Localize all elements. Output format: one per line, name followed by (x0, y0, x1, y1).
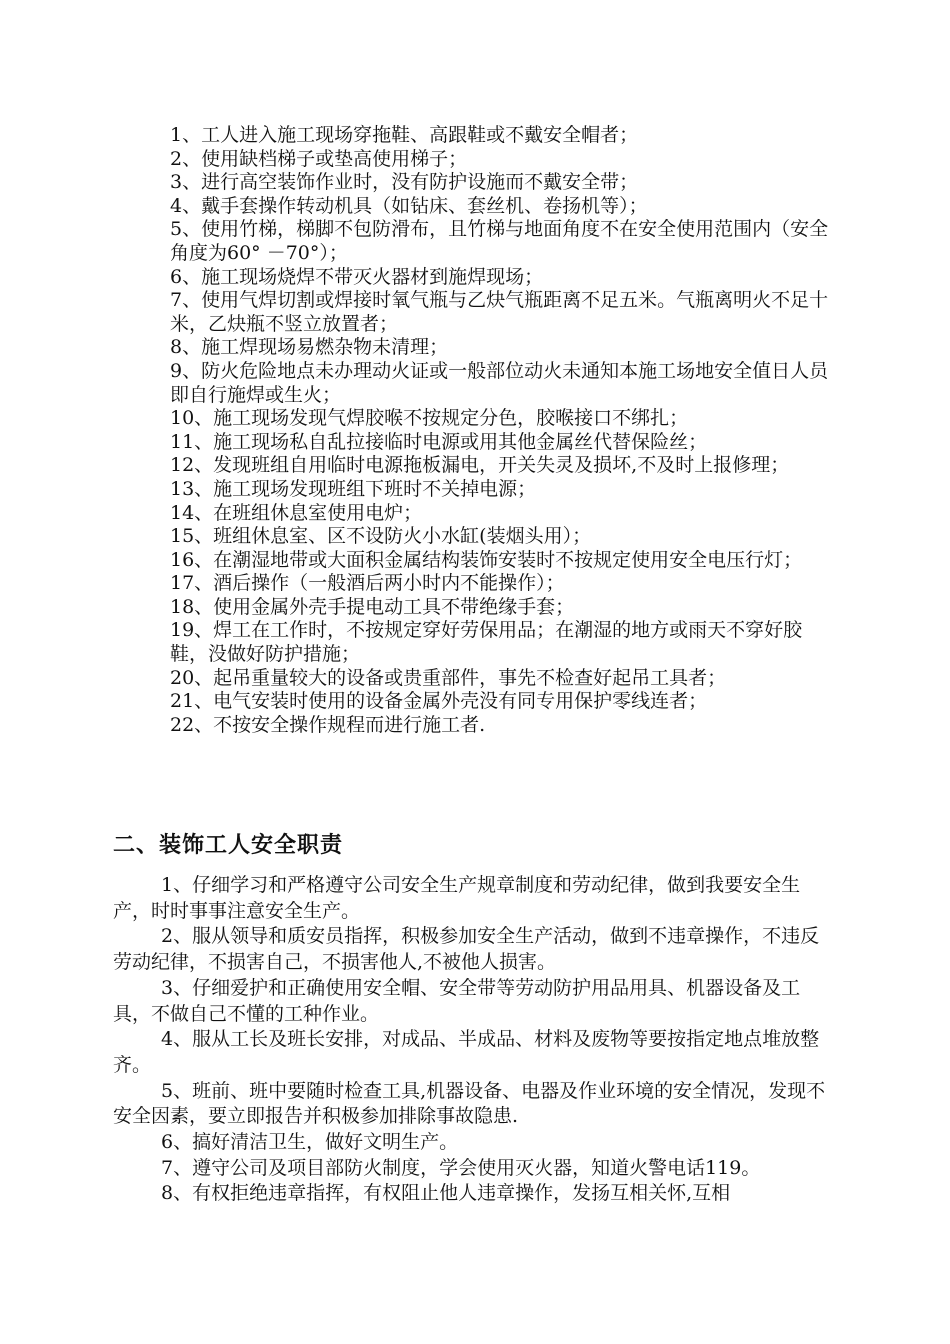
list-item: 13、施工现场发现班组下班时不关掉电源； (170, 477, 537, 500)
paragraph: 2、服从领导和质安员指挥，积极参加安全生产活动，做到不违章操作，不违反劳动纪律，不损害自己，不损害他人,不被他人损害。 (113, 925, 820, 974)
list-item: 14、在班组休息室使用电炉； (170, 501, 423, 524)
list-item: 10、施工现场发现气焊胶喉不按规定分色，胶喉接口不绑扎； (170, 407, 689, 430)
paragraph: 5、班前、班中要随时检查工具,机器设备、电器及作业环境的安全情况，发现不安全因素，要立即报告并积极参加排除事故隐患. (113, 1079, 826, 1128)
list-item: 9、防火危险地点未办理动火证或一般部位动火未通知本施工场地安全值日人员即自行施焊或生火； (170, 359, 829, 406)
list-item: 12、发现班组自用临时电源拖板漏电，开关失灵及损坏,不及时上报修理； (170, 454, 790, 477)
list-item: 5、使用竹梯，梯脚不包防滑布，且竹梯与地面角度不在安全使用范围内（安全角度为60° －70°）； (170, 218, 829, 264)
list-item: 6、施工现场烧焊不带灭火器材到施焊现场； (170, 265, 544, 288)
paragraph: 7、遵守公司及项目部防火制度，学会使用灭火器，知道火警电话119。 (161, 1156, 761, 1179)
list-item: 4、戴手套操作转动机具（如钻床、套丝机、卷扬机等）； (170, 194, 648, 217)
list-item: 18、使用金属外壳手提电动工具不带绝缘手套； (170, 595, 575, 618)
section-heading: 二、装饰工人安全职责 (113, 833, 344, 858)
list-item: 3、进行高空装饰作业时，没有防护设施而不戴安全带； (170, 171, 639, 194)
paragraph: 6、搞好清洁卫生，做好文明生产。 (161, 1131, 459, 1154)
paragraph: 4、服从工长及班长安排，对成品、半成品、材料及废物等要按指定地点堆放整齐。 (113, 1028, 820, 1076)
paragraph: 1、仔细学习和严格遵守公司安全生产规章制度和劳动纪律，做到我要安全生产，时时事事注意安全生产。 (113, 874, 801, 922)
list-item: 22、不按安全操作规程而进行施工者. (170, 713, 486, 736)
list-item: 7、使用气焊切割或焊接时氧气瓶与乙炔气瓶距离不足五米。气瓶离明火不足十米，乙炔瓶不竖立放置者； (170, 289, 829, 335)
list-item: 21、电气安装时使用的设备金属外壳没有同专用保护零线连者； (170, 690, 708, 713)
paragraph: 8、有权拒绝违章指挥，有权阻止他人违章操作，发扬互相关怀,互相 (161, 1182, 731, 1205)
list-item: 20、起吊重量较大的设备或贵重部件，事先不检查好起吊工具者； (170, 666, 727, 689)
duties-section (113, 873, 833, 1207)
list-item: 1、工人进入施工现场穿拖鞋、高跟鞋或不戴安全帽者； (170, 124, 639, 146)
list-item: 17、酒后操作（一般酒后两小时内不能操作）； (170, 572, 565, 595)
paragraph: 3、仔细爱护和正确使用安全帽、安全带等劳动防护用品用具、机器设备及工具，不做自己不懂的工种作业。 (113, 976, 801, 1025)
violation-list (170, 124, 830, 737)
list-item: 16、在潮湿地带或大面积金属结构装饰安装时不按规定使用安全电压行灯； (170, 548, 803, 571)
list-item: 8、施工焊现场易燃杂物未清理； (170, 336, 449, 359)
list-item: 11、施工现场私自乱拉接临时电源或用其他金属丝代替保险丝； (170, 430, 708, 453)
list-item: 19、焊工在工作时，不按规定穿好劳保用品；在潮湿的地方或雨天不穿好胶鞋，没做好防护措施； (170, 619, 803, 666)
list-item: 2、使用缺档梯子或垫高使用梯子； (170, 147, 468, 170)
list-item: 15、班组休息室、区不设防火小水缸(装烟头用）； (170, 525, 592, 548)
